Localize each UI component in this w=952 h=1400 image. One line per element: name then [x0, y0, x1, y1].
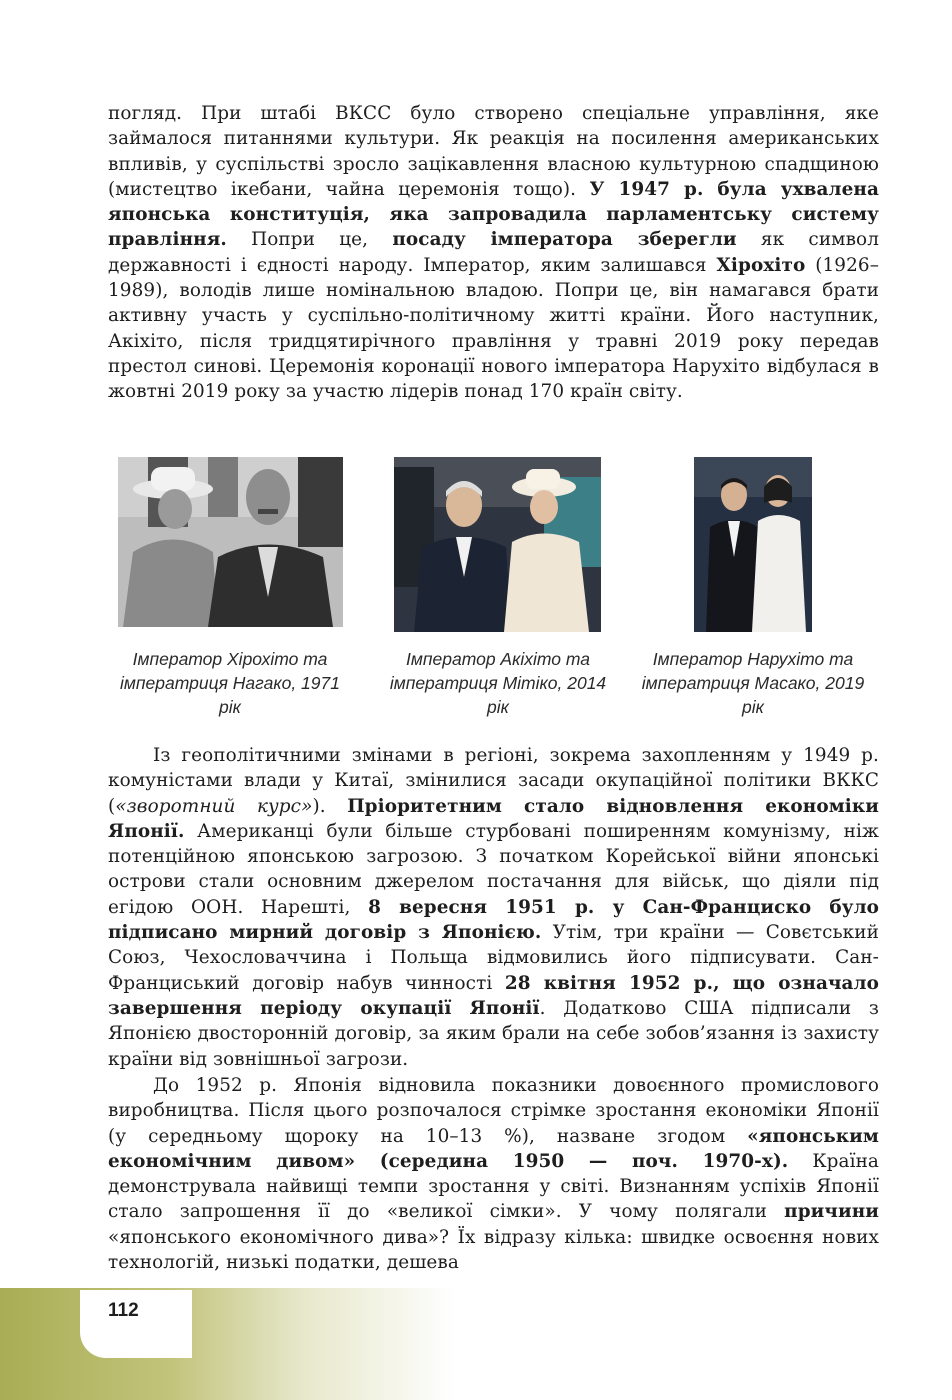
photo-akihito-michiko [394, 457, 601, 632]
bold-reasons: причини [784, 1201, 880, 1223]
caption-akihito: Імператор Акіхіто та імператриця Мітіко, 2014 рік [389, 649, 607, 717]
bold-constitution: У 1947 р. була ухвалена японська конституція, яка запровадила парламентську систему правління. [108, 178, 879, 251]
paragraph-reverse-course: Із геополітичними змінами в регіоні, зокрема захопленням у 1949 р. комуністами влади у Китаї, змінилися засади окупаційної політики ВККС («зворотний курс»). Пріоритетним стало відновлення економіки Японії. Американці були більше стурбовані поширенням комунізму, ніж потенційною японською загрозою. З початком Корейської війни японські острови стали основним джерелом постачання для військ, що діяли під егідою ООН. Нарешті, 8 вересня 1951 р. у Сан-Франциско було підписано мирний договір з Японією. Утім, три країни — Совєтський Союз, Чехословаччина і Польща відмовились його підписувати. Сан-Франциський договір набув чинності 28 квітня 1952 р., що означало завершення періоду окупації Японії. Додатково США підписали з Японією двосторонній договір, за яким брали на себе зобов’язання із захисту країни від зовнішньої загрози. [108, 745, 880, 1070]
bold-san-francisco: 8 вересня 1951 р. у Сан-Франциско було підписано мирний договір з Японією. [108, 896, 880, 944]
bold-occupation-end: 28 квітня 1952 р., що означало завершення періоду окупації Японії [108, 972, 879, 1019]
bold-economy-priority: Пріоритетним стало відновлення економіки Японії. [108, 795, 879, 842]
page-number: 112 [108, 1300, 139, 1321]
italic-reverse-course: «зворотний курс» [115, 795, 313, 817]
bold-emperor-post: посаду імператора зберегли [392, 229, 737, 251]
caption-naruhito: Імператор Нарухіто та імператриця Масако, 2019 рік [641, 649, 865, 717]
bold-hirohito: Хірохіто [716, 254, 806, 276]
photo-hirohito-nagako [118, 457, 343, 627]
bold-economic-miracle: «японським економічним дивом» (середина 1950 — поч. 1970-х). [108, 1125, 879, 1172]
paragraph-constitution: погляд. При штабі ВКСС було створено спеціальне управління, яке займалося питаннями культури. Як реакція на посилення американських впливів, у суспільстві зросло зацікавлення власною культурною спадщиною (мистецтво ікебани, чайна церемонія тощо). У 1947 р. була ухвалена японська конституція, яка запровадила парламентську систему правління. Попри це, посаду імператора зберегли як символ державності і єдності народу. Імператор, яким залишався Хірохіто (1926–1989), володів лише номінальною владою. Попри це, він намагався брати активну участь у суспільно-політичному житті країни. Його наступник, Акіхіто, після тридцятирічного правління у травні 2019 року передав престол синові. Церемонія коронації нового імператора Нарухіто відбулася в жовтні 2019 року за участю лідерів понад 170 країн світу. [108, 103, 880, 403]
paragraph-economic-miracle: До 1952 р. Японія відновила показники довоєнного промислового виробництва. Після цього розпочалося стрімке зростання економіки Японії (у середньому щороку на 10–13 %), назване згодом «японським економічним дивом» (середина 1950 — поч. 1970-х). Країна демонструвала найвищі темпи зростання у світі. Визнанням успіхів Японії стало запрошення її до «великої сімки». У чому полягали причини «японського економічного дива»? Їх відразу кілька: швидке освоєння нових технологій, низькі податки, дешева [108, 1075, 880, 1274]
photo-naruhito-masako [694, 457, 812, 632]
caption-hirohito: Імператор Хірохіто та імператриця Нагако, 1971 рік [120, 649, 340, 717]
